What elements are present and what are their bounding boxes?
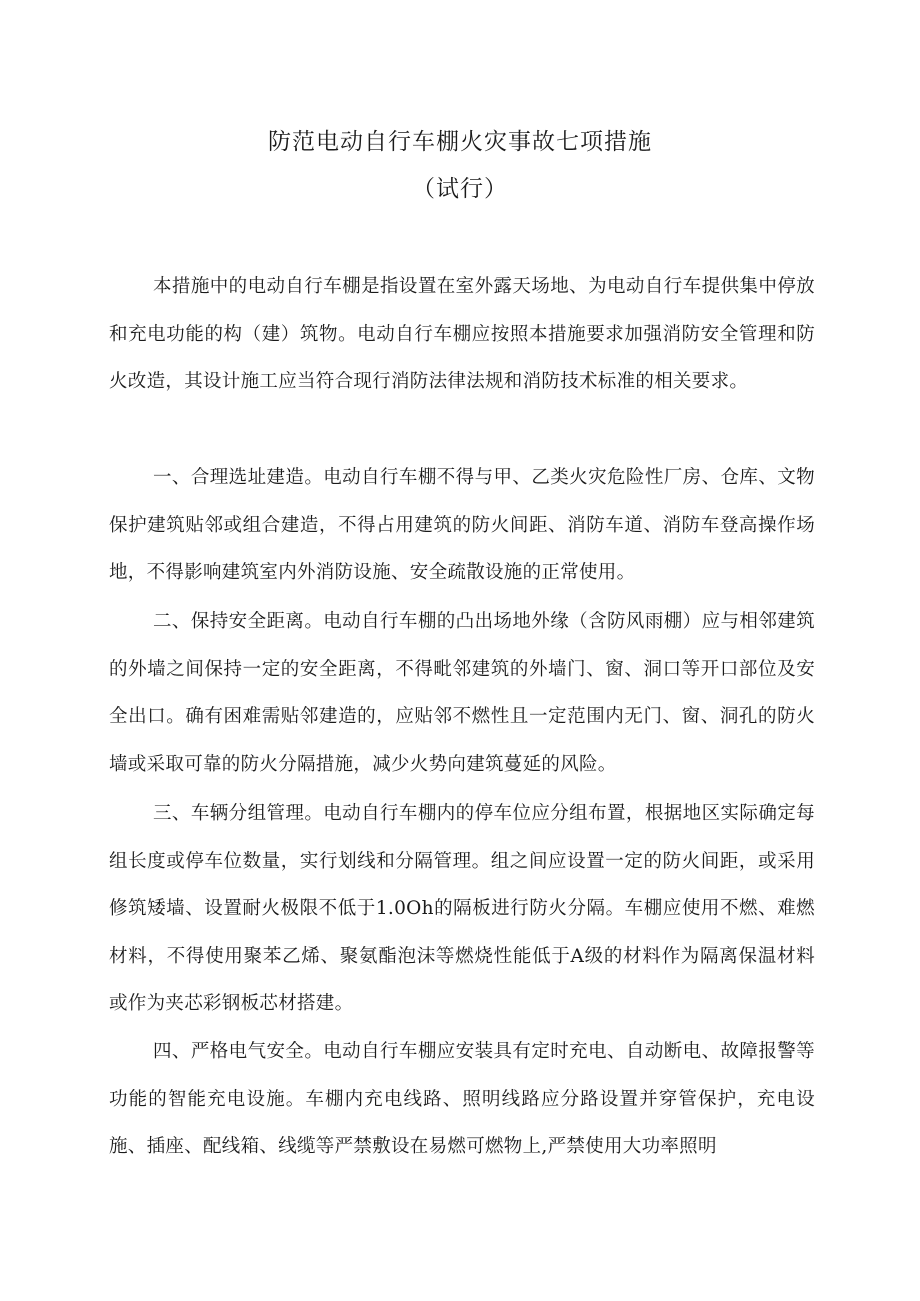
measure-4-paragraph: 四、严格电气安全。电动自行车棚应安装具有定时充电、自动断电、故障报警等功能的智能充电设施。车棚内充电线路、照明线路应分路设置并穿管保护，充电设施、插座、配线箱、线缆等严禁敷设在易燃可燃物上,严禁使用大功率照明 <box>109 1041 815 1157</box>
measure-3-paragraph: 三、车辆分组管理。电动自行车棚内的停车位应分组布置，根据地区实际确定每组长度或停车位数量，实行划线和分隔管理。组之间应设置一定的防火间距，或采用修筑矮墙、设置耐火极限不低于1.0Oh的隔板进行防火分隔。车棚应使用不燃、难燃材料，不得使用聚苯乙烯、聚氨酯泡沫等燃烧性能低于A级的材料作为隔离保温材料或作为夹芯彩钢板芯材搭建。 <box>109 803 815 1014</box>
measure-1-paragraph: 一、合理选址建造。电动自行车棚不得与甲、乙类火灾危险性厂房、仓库、文物保护建筑贴邻或组合建造，不得占用建筑的防火间距、消防车道、消防车登高操作场地，不得影响建筑室内外消防设施、安全疏散设施的正常使用。 <box>109 467 815 583</box>
intro-paragraph: 本措施中的电动自行车棚是指设置在室外露天场地、为电动自行车提供集中停放和充电功能的构（建）筑物。电动自行车棚应按照本措施要求加强消防安全管理和防火改造，其设计施工应当符合现行消防法律法规和消防技术标准的相关要求。 <box>109 276 815 392</box>
document-title: 防范电动自行车棚火灾事故七项措施 <box>268 129 652 155</box>
measure-2-paragraph: 二、保持安全距离。电动自行车棚的凸出场地外缘（含防风雨棚）应与相邻建筑的外墙之间保持一定的安全距离，不得毗邻建筑的外墙门、窗、洞口等开口部位及安全出口。确有困难需贴邻建造的，应贴邻不燃性且一定范围内无门、窗、洞孔的防火墙或采取可靠的防火分隔措施，减少火势向建筑蔓延的风险。 <box>109 611 815 775</box>
document-subtitle: （试行） <box>412 176 508 202</box>
